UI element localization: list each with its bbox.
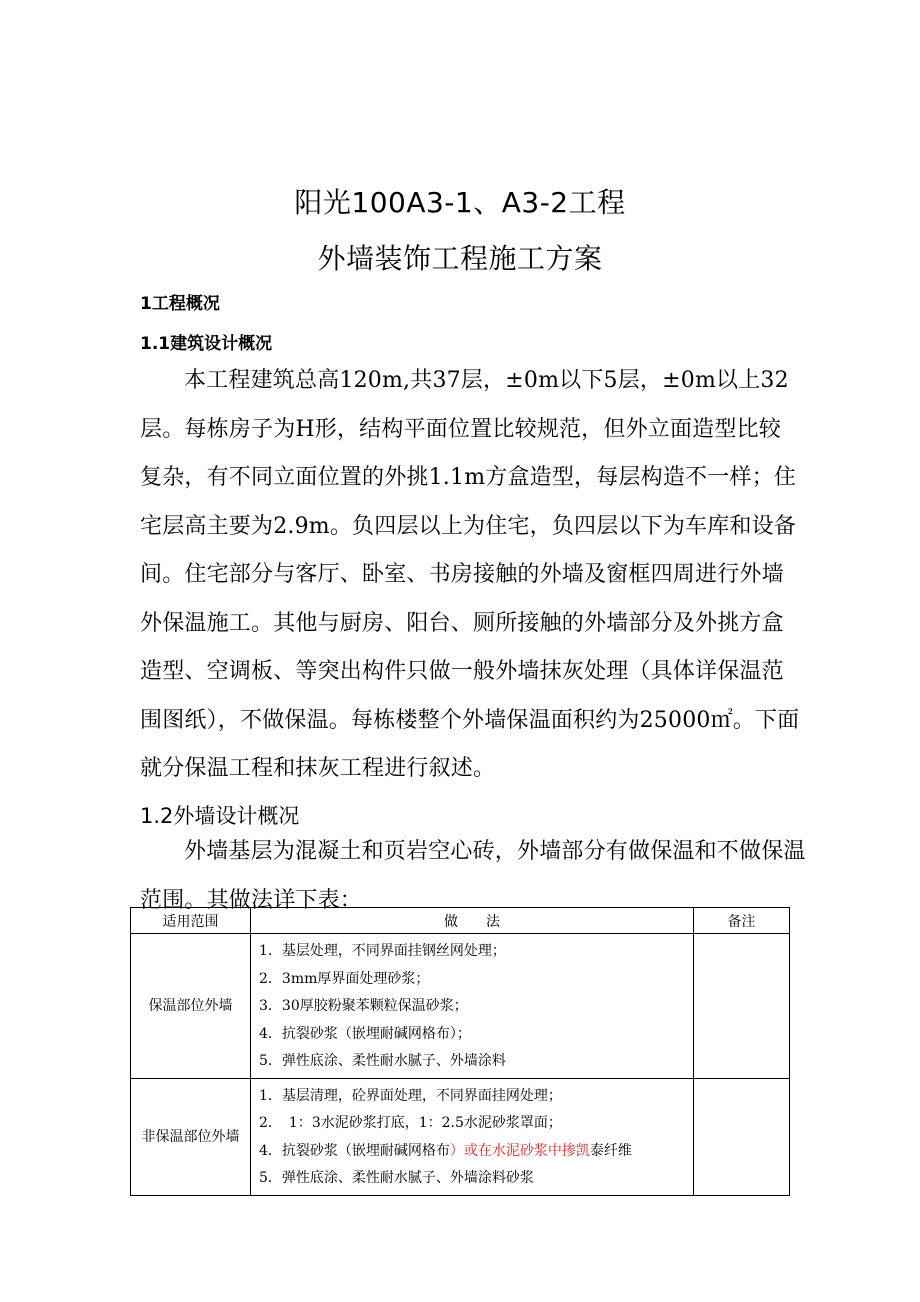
paragraph-line: 造型、空调板、等突出构件只做一般外墙抹灰处理（具体详保温范	[140, 659, 784, 684]
building-overview-paragraph	[140, 357, 800, 794]
step-text: 泰纤维	[589, 1142, 632, 1159]
paragraph-line: 复杂，有不同立面位置的外挑1.1m方盒造型，每层构造不一样；住	[140, 465, 797, 490]
table-row	[131, 1078, 790, 1195]
section-heading-1-2: 1.2外墙设计概况	[140, 804, 300, 828]
section-heading-1-1: 1.1建筑设计概况	[140, 334, 273, 354]
scope-cell	[131, 1078, 251, 1195]
method-step: 4．抗裂砂浆（嵌埋耐碱网格布）；	[259, 1025, 471, 1042]
paragraph-line: 本工程建筑总高120m,共37层，±0m以下5层，±0m以上32	[184, 368, 789, 393]
paragraph-line: 间。住宅部分与客厅、卧室、书房接触的外墙及窗框四周进行外墙	[140, 562, 784, 587]
method-step: 2． 1：3水泥砂浆打底，1：2.5水泥砂浆罩面；	[259, 1115, 562, 1131]
document-title-line-2: 外墙装饰工程施工方案	[317, 242, 603, 275]
paragraph-line: 范围。其做法详下表：	[140, 887, 363, 913]
table-header-row	[131, 908, 790, 934]
paragraph-line: 围图纸），不做保温。每栋楼整个外墙保温面积约为25000㎡。下面	[140, 707, 800, 733]
paragraph-line: 层。每栋房子为H形，结构平面位置比较规范，但外立面造型比较	[140, 416, 781, 442]
construction-method-table	[130, 907, 790, 1196]
method-step: 1．基层处理，不同界面挂钢丝网处理；	[259, 943, 506, 959]
highlighted-step-text: ）或在水泥砂浆中掺凯	[449, 1142, 590, 1159]
header-note: 备注	[694, 908, 790, 934]
method-step: 2．3mm厚界面处理砂浆；	[259, 970, 430, 987]
step-text: 4．抗裂砂浆（嵌埋耐碱网格布	[259, 1142, 450, 1159]
method-cell	[251, 1078, 694, 1195]
document-title-line-1: 阳光100A3-1、A3-2工程	[294, 186, 626, 219]
method-step: 1．基层清理，砼界面处理，不同界面挂网处理；	[259, 1087, 562, 1104]
scope-text: 非保温部位外墙	[141, 1128, 240, 1145]
method-steps	[251, 1079, 693, 1195]
paragraph-line: 就分保温工程和抹灰工程进行叙述。	[140, 756, 496, 781]
scope-text: 保温部位外墙	[148, 997, 233, 1014]
note-cell	[694, 934, 790, 1079]
header-scope: 适用范围	[131, 908, 251, 934]
section-heading-1: 1工程概况	[140, 294, 220, 314]
table-row	[131, 934, 790, 1079]
method-step	[259, 1138, 693, 1166]
scope-cell	[131, 934, 251, 1079]
method-step: 5．弹性底涂、柔性耐水腻子、外墙涂料砂浆	[259, 1170, 534, 1186]
paragraph-line: 外保温施工。其他与厨房、阳台、厕所接触的外墙部分及外挑方盒	[140, 610, 784, 636]
method-cell	[251, 934, 694, 1079]
header-method: 做 法	[251, 908, 694, 934]
paragraph-line: 宅层高主要为2.9m。负四层以上为住宅，负四层以下为车库和设备	[140, 513, 797, 539]
note-cell	[694, 1078, 790, 1195]
method-step: 5．弹性底涂、柔性耐水腻子、外墙涂料	[259, 1053, 506, 1069]
paragraph-line: 外墙基层为混凝土和页岩空心砖，外墙部分有做保温和不做保温	[184, 839, 806, 864]
method-steps	[251, 934, 693, 1078]
method-step: 3．30厚胶粉聚苯颗粒保温砂浆；	[259, 998, 468, 1014]
